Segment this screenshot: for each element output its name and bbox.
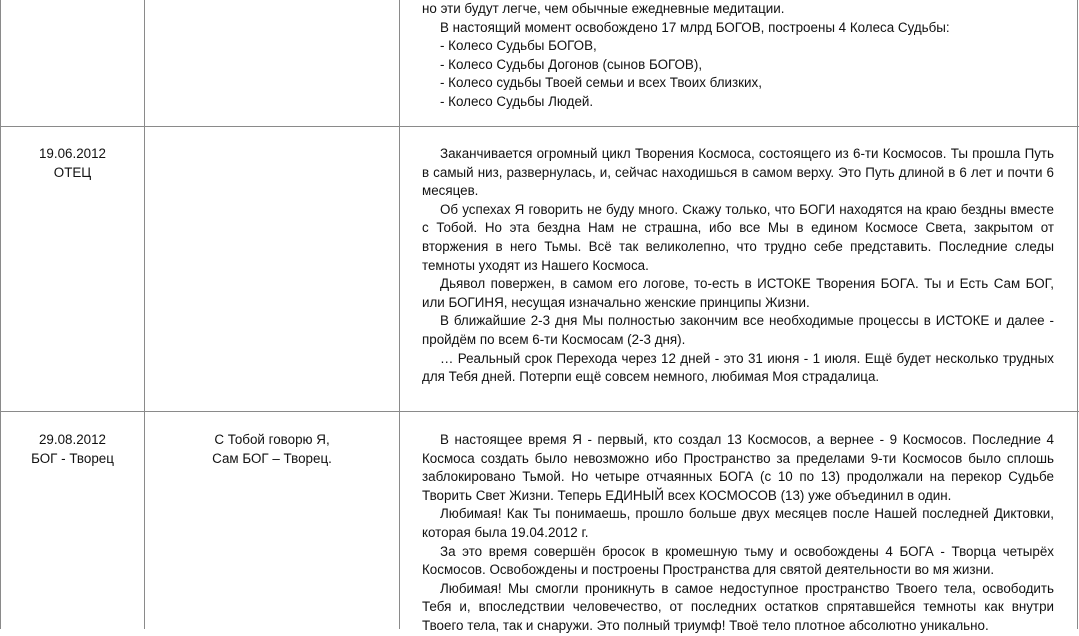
row-divider-1: [0, 126, 1079, 127]
row-2-paragraph: Любимая! Как Ты понимаешь, прошло больше двух месяцев после Нашей последней Диктовки, которая была 19.04.2012 г.: [422, 506, 1054, 540]
row-0-lead: но эти будут легче, чем обычные ежедневные медитации.: [422, 1, 785, 16]
column-divider-2: [399, 0, 400, 629]
row-2-paragraph: Любимая! Мы смогли проникнуть в самое недоступное пространство Твоего тела, освободить Тебя и, впоследствии человечество, от последних остатков спрятавшейся темноты как внутри Твоего тела, так и снаружи. Это полный триумф! Твоё тело плотное абсолютно уникально.: [422, 580, 1054, 633]
row-1-paragraph: В ближайшие 2-3 дня Мы полностью закончим все необходимые процессы в ИСТОКЕ и далее - пройдём по всем 6-ти Космосам (2-3 дня).: [422, 313, 1054, 347]
row-2-text: [422, 431, 1054, 636]
row-2-date-cell: [1, 431, 144, 468]
row-2-speaker: БОГ - Творец: [31, 450, 114, 466]
row-2-address-line: Сам БОГ – Творец.: [212, 450, 332, 466]
row-1-paragraph: Дьявол повержен, в самом его логове, то-есть в ИСТОКЕ Творения БОГА. Ты и Есть Сам БОГ, или БОГИНЯ, несущая изначально женские принципы Жизни.: [422, 276, 1054, 310]
row-1-date: 19.06.2012: [38, 146, 107, 161]
row-2-address-cell: [145, 431, 399, 468]
row-2-address-line: С Тобой говорю Я,: [214, 432, 330, 447]
row-1-text: [422, 145, 1054, 387]
row-0-list-item: - Колесо Судьбы БОГОВ,: [440, 38, 597, 54]
row-1-speaker: ОТЕЦ: [53, 164, 92, 180]
row-1-date-cell: [1, 145, 144, 182]
row-1-paragraph: Об успехах Я говорить не буду много. Скажу только, что БОГИ находятся на краю бездны вместе с Тобой. Но эта бездна Нам не страшна, ибо все Мы в едином Космосе Света, закрытом от вторжения в него Тьмы. Всё так великолепно, что трудно себе представить. Последние следы темноты уходят из Нашего Космоса.: [422, 201, 1054, 273]
row-1-paragraph: … Реальный срок Перехода через 12 дней - это 31 июня - 1 июля. Ещё будет несколько трудных для Тебя дней. Потерпи ещё совсем немного, любимая Моя страдалица.: [422, 350, 1054, 385]
row-0-paragraph: В настоящий момент освобождено 17 млрд БОГОВ, построены 4 Колеса Судьбы:: [440, 19, 950, 35]
table-border-left: [0, 0, 1, 629]
row-2-paragraph: За это время совершён бросок в кромешную тьму и освобождены 4 БОГА - Творца четырёх Космосов. Освобождены и построены Пространства для святой деятельности во мя жизни.: [422, 543, 1054, 578]
row-2-paragraph: В настоящее время Я - первый, кто создал 13 Космосов, а вернее - 9 Космосов. Последние 4 Космоса создать было невозможно ибо Пространство за пределами 9-ти Космосов было сплошь заблокировано Тьмой. Но четыре отчаянных БОГА (с 10 по 13) продолжали на перекор Судьбе Творить Свет Жизни. Теперь ЕДИНЫЙ всех КОСМОСОВ (13) уже объединил в один.: [422, 432, 1054, 503]
row-1-paragraph: Заканчивается огромный цикл Творения Космоса, состоящего из 6-ти Космосов. Ты прошла Путь в самый низ, развернулась, и, сейчас находишься в самом верху. Это Путь длиной в 6 лет и почти 6 месяцев.: [422, 146, 1054, 199]
row-2-date: 29.08.2012: [38, 432, 107, 447]
row-divider-2: [0, 411, 1079, 412]
row-0-text: [422, 0, 1056, 112]
column-divider-1: [144, 0, 145, 629]
row-0-list-item: - Колесо судьбы Твоей семьи и всех Твоих близких,: [440, 75, 762, 91]
row-0-list-item: - Колесо Судьбы Людей.: [440, 93, 594, 109]
row-0-list-item: - Колесо Судьбы Догонов (сынов БОГОВ),: [440, 56, 703, 72]
table-border-right: [1077, 0, 1078, 629]
